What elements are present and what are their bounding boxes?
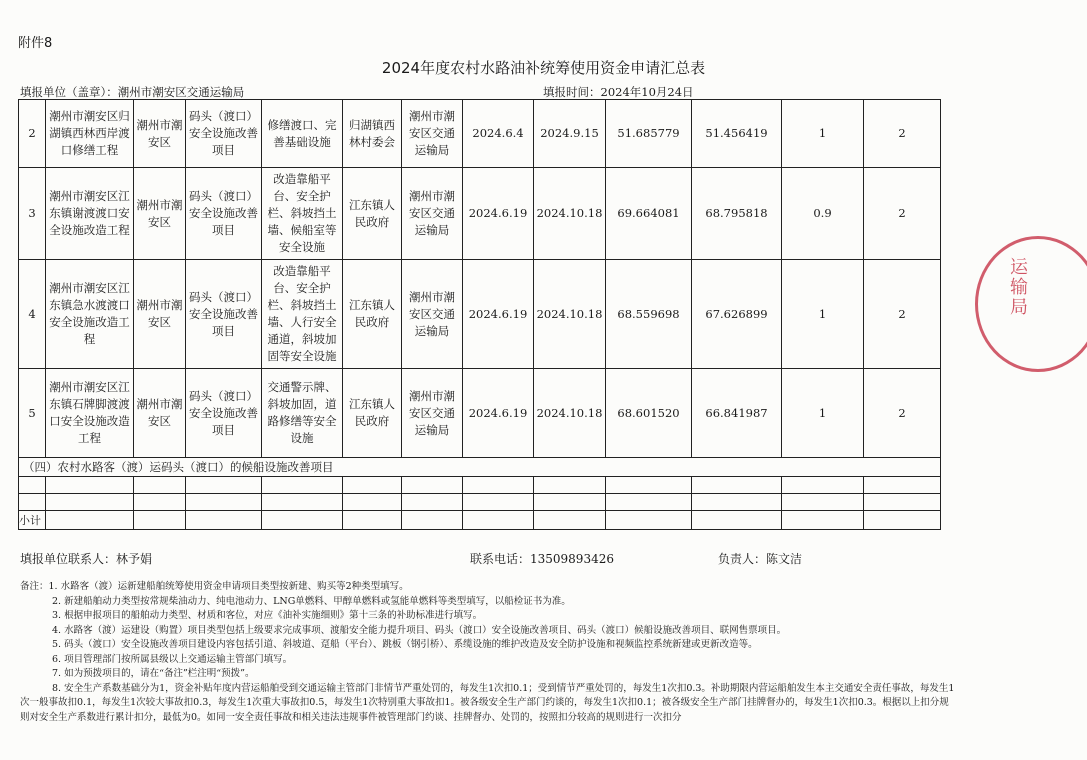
- cell-no: 3: [19, 168, 46, 260]
- contact-phone: 联系电话：13509893426: [470, 552, 614, 566]
- cell-content: 交通警示牌、斜坡加固，道路修缮等安全设施: [262, 369, 343, 458]
- cell-end: 2024.10.18: [534, 168, 606, 260]
- cell-coef: 1: [782, 100, 864, 168]
- cell-amount1: 69.664081: [606, 168, 692, 260]
- contact-person: 填报单位联系人：林予娟: [20, 552, 153, 566]
- note-line: 7. 如为预拨项目的，请在“备注”栏注明“预拨”。: [52, 668, 255, 679]
- table-row: [19, 260, 941, 369]
- section-4-label: （四）农村水路客（渡）运码头（渡口）的候船设施改善项目: [19, 458, 941, 477]
- responsible-person: 负责人：陈文洁: [718, 552, 803, 566]
- reporting-unit: 填报单位（盖章）：潮州市潮安区交通运输局: [20, 85, 245, 99]
- note-line: 5. 码头（渡口）安全设施改善项目建设内容包括引道、斜坡道、趸船（平台）、跳板（钢引桥）、系缆设施的维护改造及安全防护设施和视频监控系统新建或更新改造等。: [52, 639, 758, 650]
- cell-start: 2024.6.19: [463, 168, 534, 260]
- cell-end: 2024.10.18: [534, 260, 606, 369]
- summary-table: [18, 99, 941, 530]
- cell-coef: 1: [782, 260, 864, 369]
- cell-dept: 潮州市潮安区交通运输局: [402, 100, 463, 168]
- cell-type: 码头（渡口）安全设施改善项目: [186, 168, 262, 260]
- cell-type: 码头（渡口）安全设施改善项目: [186, 260, 262, 369]
- subtotal-label: 小计: [19, 511, 46, 530]
- cell-end: 2024.10.18: [534, 369, 606, 458]
- cell-dept: 潮州市潮安区交通运输局: [402, 260, 463, 369]
- table-row: [19, 168, 941, 260]
- cell-region: 潮州市潮安区: [134, 260, 186, 369]
- cell-amount1: 51.685779: [606, 100, 692, 168]
- note-line: 次一般事故扣0.1，每发生1次较大事故扣0.3，每发生1次重大事故扣0.5，每发生1次特别重大事故扣1。被各级安全生产部门约谈的，每发生1次扣0.1；被各级安全生产部门挂牌督办的，每发生1次扣0.3。根据以上扣分规: [20, 697, 949, 708]
- cell-no: 2: [19, 100, 46, 168]
- cell-coef: 0.9: [782, 168, 864, 260]
- cell-count: 2: [864, 369, 941, 458]
- note-line: 6. 项目管理部门按所属县级以上交通运输主管部门填写。: [52, 653, 293, 665]
- page-title: 2024年度农村水路油补统筹使用资金申请汇总表: [381, 59, 706, 77]
- note-line: 2. 新建船舶动力类型按常规柴油动力、纯电池动力、LNG单燃料、甲醇单燃料或氢能单燃料等类型填写，以船检证书为准。: [52, 595, 571, 607]
- cell-dept: 潮州市潮安区交通运输局: [402, 369, 463, 458]
- cell-dept: 潮州市潮安区交通运输局: [402, 168, 463, 260]
- cell-type: 码头（渡口）安全设施改善项目: [186, 369, 262, 458]
- cell-count: 2: [864, 260, 941, 369]
- note-line: 则对安全生产系数进行累计扣分，最低为0。如同一安全责任事故和相关违法违规事件被管理部门约谈、挂牌督办、处罚的，按照扣分较高的规则进行一次扣分: [20, 711, 682, 723]
- cell-coef: 1: [782, 369, 864, 458]
- cell-start: 2024.6.4: [463, 100, 534, 168]
- cell-no: 4: [19, 260, 46, 369]
- notes-section: [20, 580, 1080, 725]
- note-line: 备注：1. 水路客（渡）运新建船舶统筹使用资金申请项目类型按新建、购买等2种类型填写。: [20, 581, 409, 592]
- cell-content: 修缮渡口、完善基础设施: [262, 100, 343, 168]
- note-line: 3. 根据申报项目的船舶动力类型、材质和客位，对应《油补实施细则》第十三条的补助标准进行填写。: [52, 610, 483, 621]
- table-row: [19, 369, 941, 458]
- cell-name: 潮州市潮安区江东镇谢渡渡口安全设施改造工程: [46, 168, 134, 260]
- cell-no: 5: [19, 369, 46, 458]
- reporting-date: 填报时间：2024年10月24日: [543, 85, 694, 99]
- cell-owner: 江东镇人民政府: [343, 369, 402, 458]
- cell-type: 码头（渡口）安全设施改善项目: [186, 100, 262, 168]
- cell-name: 潮州市潮安区江东镇急水渡渡口安全设施改造工程: [46, 260, 134, 369]
- seal-text: 运输局: [1007, 257, 1028, 317]
- cell-amount2: 68.795818: [692, 168, 782, 260]
- empty-row: [19, 477, 941, 494]
- cell-owner: 归湖镇西林村委会: [343, 100, 402, 168]
- note-line: 8. 安全生产系数基础分为1，资金补贴年度内营运船舶受到交通运输主管部门非情节严重处罚的，每发生1次扣0.1；受到情节严重处罚的，每发生1次扣0.3。补助期限内营运船舶发生本主交通安全责任事故，每发生1: [52, 682, 955, 694]
- cell-amount2: 67.626899: [692, 260, 782, 369]
- cell-region: 潮州市潮安区: [134, 100, 186, 168]
- cell-owner: 江东镇人民政府: [343, 168, 402, 260]
- cell-amount2: 66.841987: [692, 369, 782, 458]
- cell-end: 2024.9.15: [534, 100, 606, 168]
- cell-amount1: 68.559698: [606, 260, 692, 369]
- cell-region: 潮州市潮安区: [134, 168, 186, 260]
- table-row: [19, 100, 941, 168]
- cell-amount2: 51.456419: [692, 100, 782, 168]
- cell-count: 2: [864, 168, 941, 260]
- cell-region: 潮州市潮安区: [134, 369, 186, 458]
- cell-content: 改造靠船平台、安全护栏、斜坡挡土墙、候船室等安全设施: [262, 168, 343, 260]
- cell-owner: 江东镇人民政府: [343, 260, 402, 369]
- cell-start: 2024.6.19: [463, 369, 534, 458]
- cell-content: 改造靠船平台、安全护栏、斜坡挡土墙、人行安全通道，斜坡加固等安全设施: [262, 260, 343, 369]
- subtotal-row: [19, 511, 941, 530]
- empty-row: [19, 494, 941, 511]
- cell-name: 潮州市潮安区江东镇石牌脚渡渡口安全设施改造工程: [46, 369, 134, 458]
- cell-amount1: 68.601520: [606, 369, 692, 458]
- cell-count: 2: [864, 100, 941, 168]
- attachment-label: 附件8: [18, 36, 53, 51]
- cell-start: 2024.6.19: [463, 260, 534, 369]
- cell-name: 潮州市潮安区归湖镇西林西岸渡口修缮工程: [46, 100, 134, 168]
- note-line: 4. 水路客（渡）运建设（购置）项目类型包括上级要求完成事项、渡船安全能力提升项目、码头（渡口）安全设施改善项目、码头（渡口）候船设施改善项目、联网售票项目。: [52, 624, 787, 636]
- official-seal: [975, 236, 1087, 372]
